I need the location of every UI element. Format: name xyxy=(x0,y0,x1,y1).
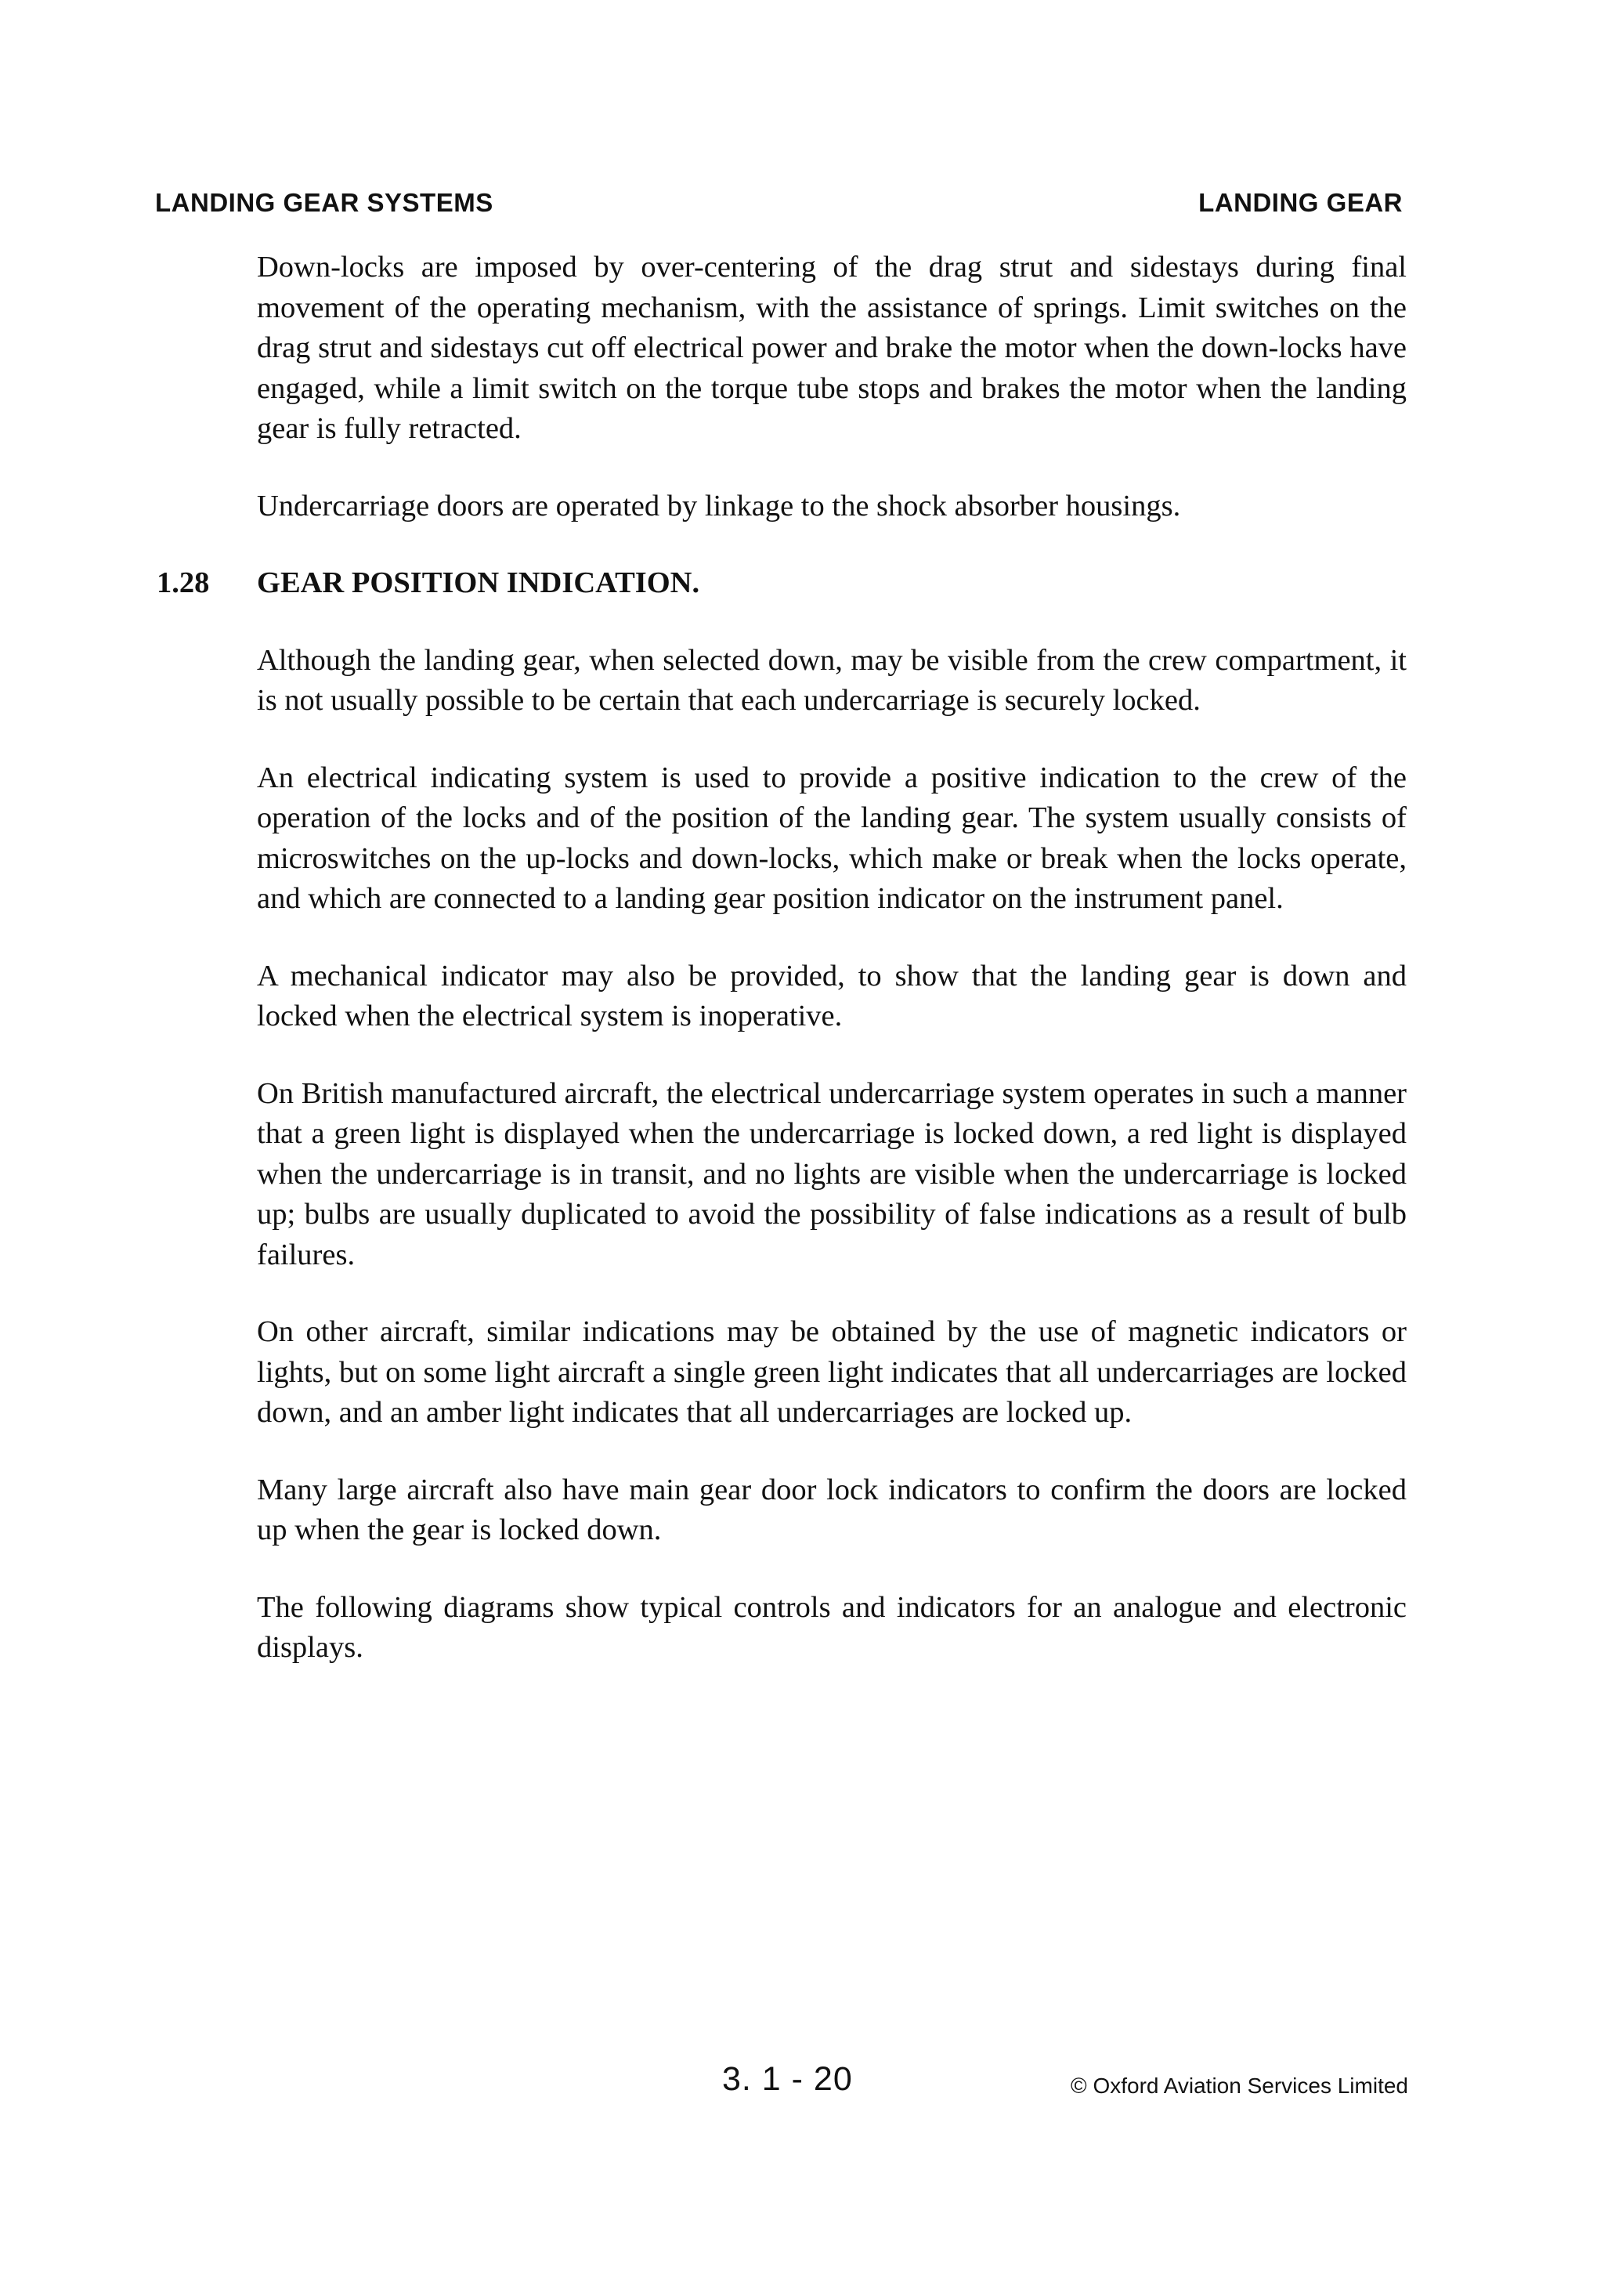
paragraph-british-aircraft: On British manufactured aircraft, the electrical undercarriage system operates in such a manner that a green light is displayed when the undercarriage is locked down, a red light is displayed when the undercarriage is in transit, and no lights are visible when the undercarriage is locked up; bulbs are usually duplicated to avoid the possibility of false indications as a result of bulb failures. xyxy=(257,1076,1407,1271)
paragraph-visibility: Although the landing gear, when selected down, may be visible from the crew compartment, it is not usually possible to be certain that each undercarriage is securely locked. xyxy=(257,643,1407,717)
paragraph-downlocks: Down-locks are imposed by over-centering of the drag strut and sidestays during final movement of the operating mechanism, with the assistance of springs. Limit switches on the drag strut and sidestays cut off electrical power and brake the motor when the down-locks have engaged, while a limit switch on the torque tube stops and brakes the motor when the landing gear is fully retracted. xyxy=(257,251,1407,445)
paragraph-following-diagrams: The following diagrams show typical controls and indicators for an analogue and electronic displays. xyxy=(257,1590,1407,1664)
page-number: 3. 1 - 20 xyxy=(722,2060,853,2098)
running-header-right: LANDING GEAR xyxy=(1198,188,1403,217)
section-heading xyxy=(157,563,1407,604)
section-number: 1.28 xyxy=(157,566,210,599)
paragraph-other-aircraft: On other aircraft, similar indications may be obtained by the use of magnetic indicators or lights, but on some light aircraft a single green light indicates that all undercarriages are locked down, and an amber light indicates that all undercarriages are locked up. xyxy=(257,1315,1407,1429)
page-body xyxy=(157,248,1407,1705)
paragraph-mechanical-indicator: A mechanical indicator may also be provided, to show that the landing gear is down and locked when the electrical system is inoperative. xyxy=(257,959,1407,1032)
running-header-left: LANDING GEAR SYSTEMS xyxy=(155,188,493,217)
paragraph-electrical-indicating: An electrical indicating system is used to provide a positive indication to the crew of the operation of the locks and of the position of the landing gear. The system usually consists of microswitches on the up-locks and down-locks, which make or break when the locks operate, and which are connected to a landing gear position indicator on the instrument panel. xyxy=(257,761,1407,915)
copyright-notice: © Oxford Aviation Services Limited xyxy=(1071,2074,1408,2098)
section-title: GEAR POSITION INDICATION. xyxy=(257,566,700,599)
paragraph-undercarriage-doors: Undercarriage doors are operated by linkage to the shock absorber housings. xyxy=(257,489,1181,522)
paragraph-door-lock-indicators: Many large aircraft also have main gear door lock indicators to confirm the doors are locked up when the gear is locked down. xyxy=(257,1473,1407,1546)
